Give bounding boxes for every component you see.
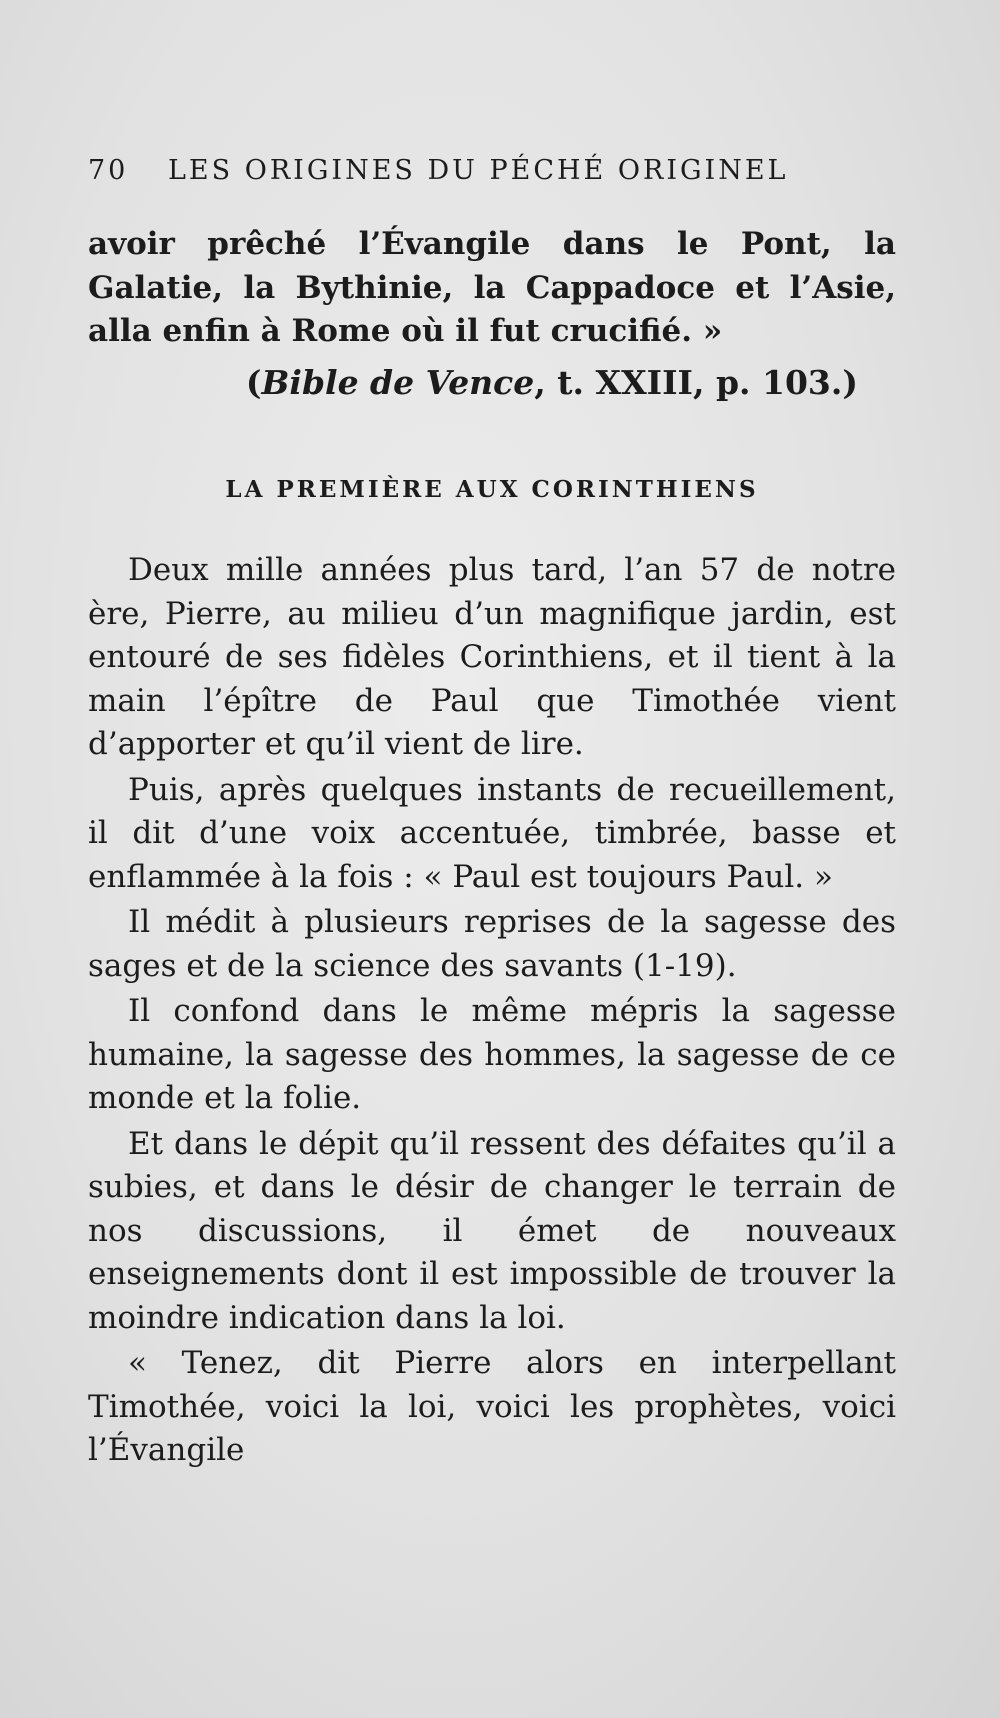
- paragraph: Il confond dans le même mépris la sagesse humaine, la sagesse des hommes, la sagesse de ce monde et la folie.: [88, 993, 896, 1116]
- paragraph: Deux mille années plus tard, l’an 57 de notre ère, Pierre, au milieu d’un magnifique jardin, est entouré de ses fidèles Corinthiens, et il tient à la main l’épître de Paul que Timothée vient d’apporter et qu’il vient de lire.: [88, 552, 896, 762]
- main-text: [88, 549, 896, 1473]
- citation-reference: , t. XXIII, p. 103.): [534, 363, 858, 402]
- citation: [88, 363, 858, 402]
- citation-open-paren: (: [245, 363, 262, 402]
- citation-work-title: Bible de Vence: [261, 363, 535, 402]
- section-heading: LA PREMIÈRE AUX CORINTHIENS: [225, 476, 759, 503]
- continued-paragraph-block: [88, 223, 896, 354]
- paragraph: Et dans le dépit qu’il ressent des défaites qu’il a subies, et dans le désir de changer le terrain de nos discussions, il émet de nouveaux enseignements dont il est impossible de trouver la moindre indication dans la loi.: [88, 1125, 896, 1336]
- page-header: [88, 155, 888, 195]
- continued-paragraph: avoir prêché l’Évangile dans le Pont, la Galatie, la Bythinie, la Cappadoce et l’Asie, alla enfin à Rome où il fut crucifié. »: [88, 226, 896, 349]
- page-number: 70: [88, 155, 129, 186]
- paragraph: Puis, après quelques instants de recueillement, il dit d’une voix accentuée, timbrée, basse et enflammée à la fois : « Paul est toujours Paul. »: [88, 771, 896, 895]
- paragraph: « Tenez, dit Pierre alors en interpellant Timothée, voici la loi, voici les prophètes, voici l’Évangile: [88, 1345, 896, 1468]
- paragraph: Il médit à plusieurs reprises de la sagesse des sages et de la science des savants (1-19).: [88, 904, 896, 984]
- running-title: LES ORIGINES DU PÉCHÉ ORIGINEL: [168, 155, 789, 186]
